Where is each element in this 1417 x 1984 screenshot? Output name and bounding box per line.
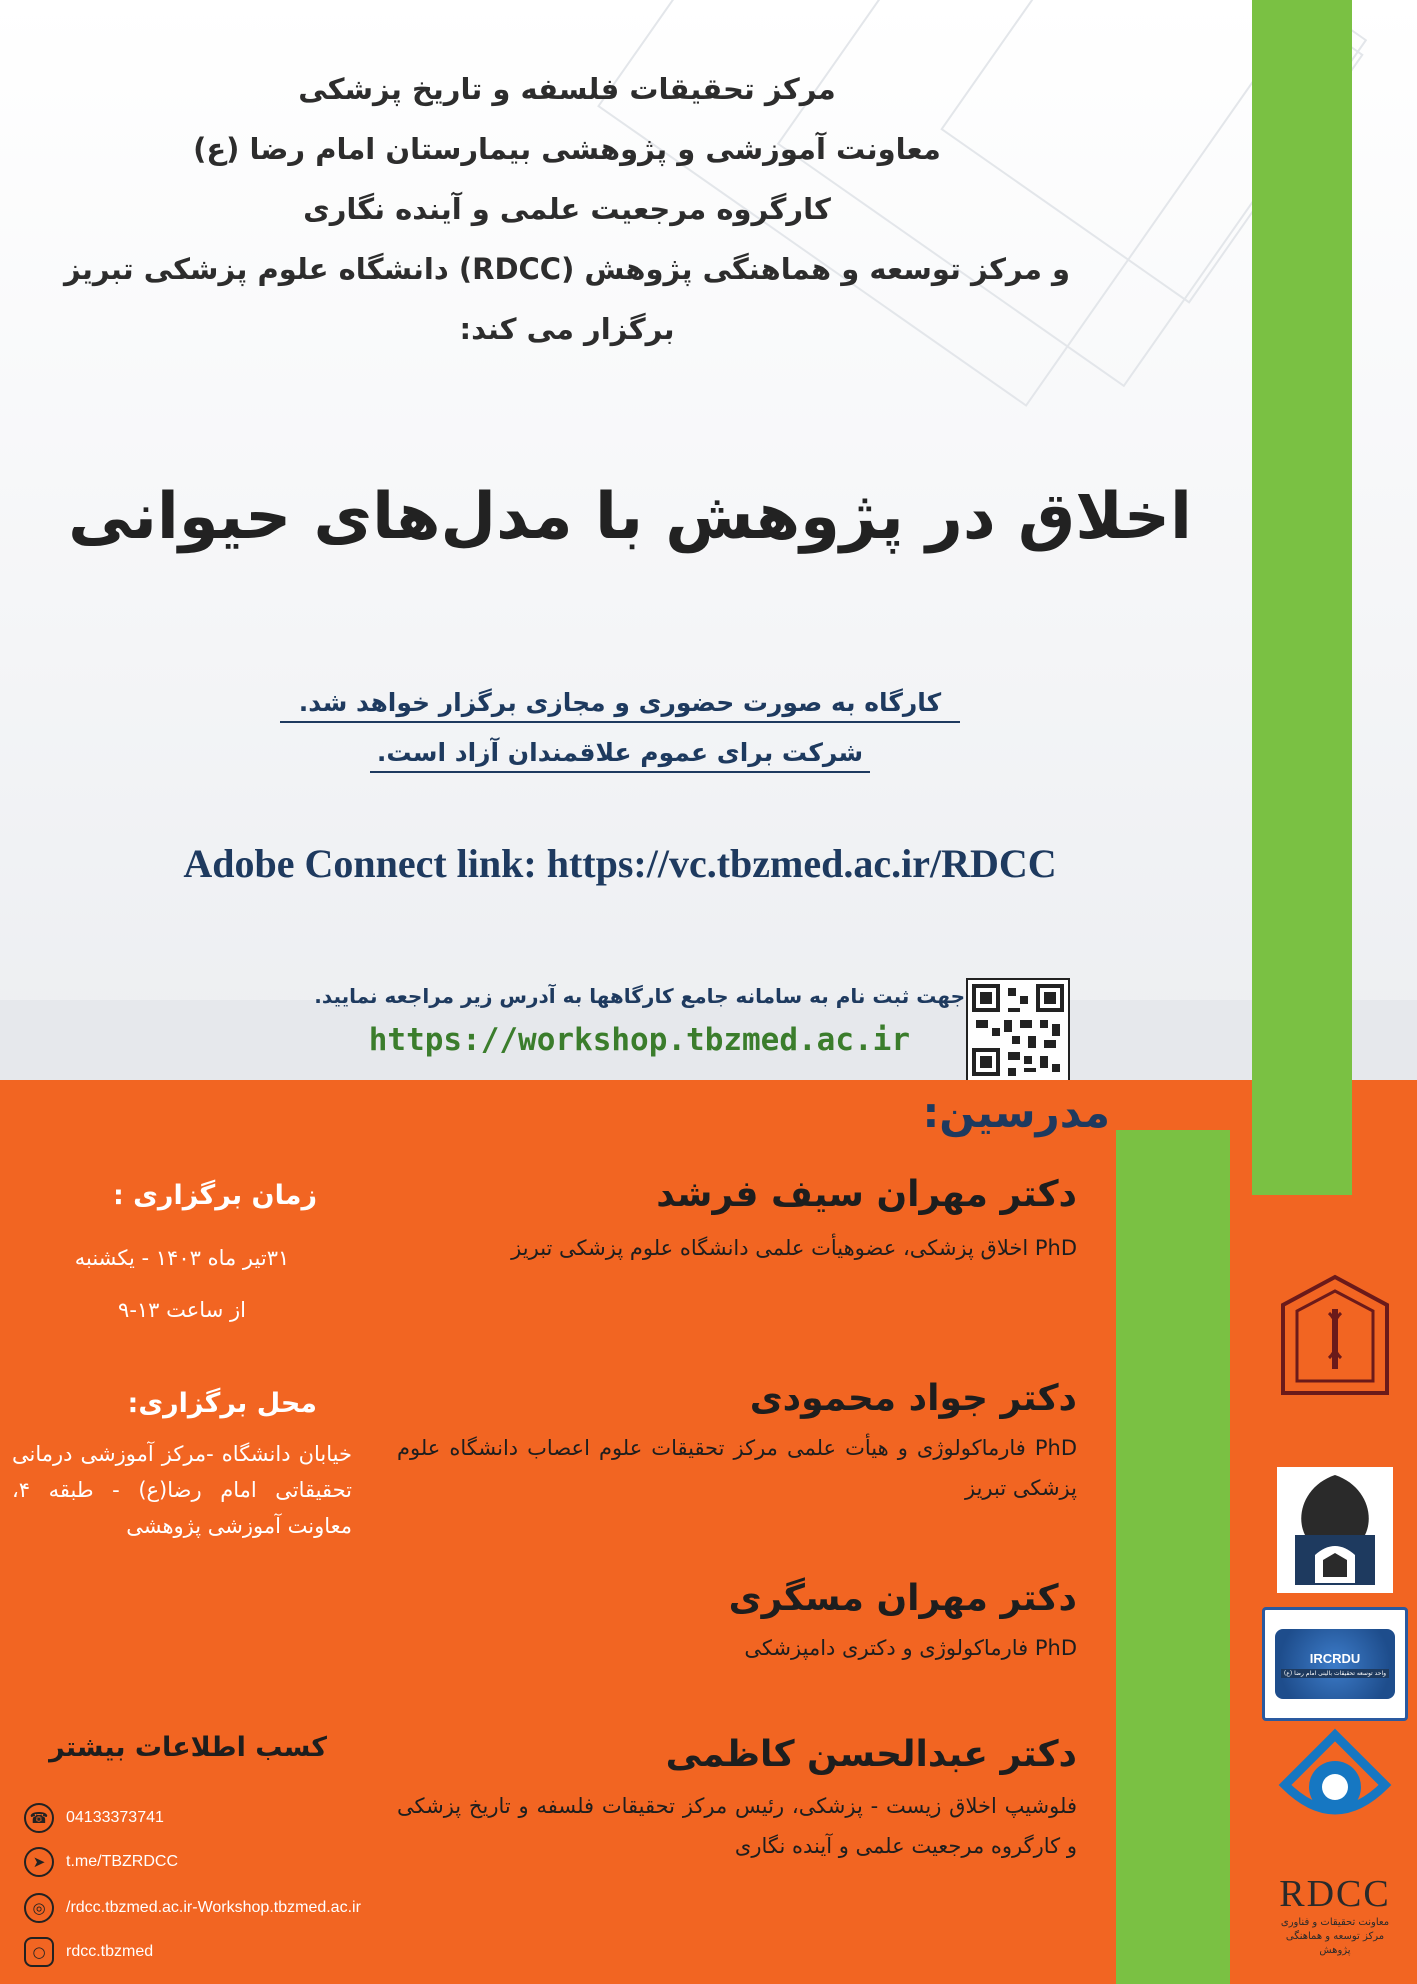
teachers-heading: مدرسین:	[922, 1088, 1110, 1137]
ircrdu-logo	[1262, 1605, 1408, 1723]
research-center-logo	[1262, 1460, 1408, 1600]
contact-telegram[interactable]	[24, 1844, 178, 1880]
teacher-3-desc: PhD فارماکولوژی و دکتری دامپزشکی	[744, 1636, 1077, 1660]
header-line-5: برگزار می کند:	[459, 312, 675, 346]
teacher-1-name: دکتر مهران سیف فرشد	[656, 1174, 1077, 1215]
contact-web[interactable]	[24, 1890, 361, 1926]
green-bar-middle	[1116, 1130, 1230, 1984]
time-hours: از ساعت ۱۳-۹	[118, 1298, 246, 1322]
teacher-2-desc: PhD فارماکولوژی و هیأت علمی مرکز تحقیقات علوم اعصاب دانشگاه علوم پزشکی تبریز	[397, 1436, 1077, 1500]
time-heading: زمان برگزاری :	[112, 1180, 317, 1211]
rdcc-logo-text: RDCC	[1279, 1873, 1391, 1915]
teacher-3-name: دکتر مهران مسگری	[728, 1578, 1077, 1619]
header-line-1: مرکز تحقیقات فلسفه و تاریخ پزشکی	[298, 72, 836, 106]
registration-text: جهت ثبت نام به سامانه جامع کارگاهها به آدرس زیر مراجعه نمایید.	[314, 984, 965, 1008]
telegram-icon: ➤	[24, 1847, 54, 1877]
telegram-text: t.me/TBZRDCC	[66, 1853, 178, 1870]
page-title: اخلاق در پژوهش با مدل‌های حیوانی	[68, 480, 1192, 554]
green-bar-right	[1252, 1080, 1352, 1195]
header-line-4: و مرکز توسعه و هماهنگی پژوهش (RDCC) دانشگاه علوم پزشکی تبریز	[63, 252, 1071, 286]
teacher-2-name: دکتر جواد محمودی	[749, 1378, 1077, 1419]
instagram-icon: ○	[24, 1937, 54, 1967]
ircrdu-logo-title: IRCRDU	[1309, 1650, 1361, 1666]
teacher-1-desc: PhD اخلاق پزشکی، عضوهیأت علمی دانشگاه علوم پزشکی تبریز	[511, 1236, 1077, 1260]
teacher-4-desc: فلوشیپ اخلاق زیست - پزشکی، رئیس مرکز تحقیقات فلسفه و تاریخ پزشکی و کارگروه مرجعیت علمی و آینده نگاری	[397, 1794, 1077, 1858]
header-line-3: کارگروه مرجعیت علمی و آینده نگاری	[303, 192, 831, 226]
phone-icon: ☎	[24, 1803, 54, 1833]
ircrdu-logo-subtitle: واحد توسعه تحقیقات بالینی امام رضا (ع)	[1281, 1669, 1389, 1678]
university-logo	[1262, 1270, 1408, 1400]
green-bar-top	[1252, 0, 1352, 1080]
registration-url[interactable]: https://workshop.tbzmed.ac.ir	[368, 1022, 910, 1058]
instagram-text: rdcc.tbzmed	[66, 1943, 154, 1960]
globe-icon: ◎	[24, 1893, 54, 1923]
rdcc-logo	[1262, 1860, 1408, 1970]
contact-heading: کسب اطلاعات بیشتر	[49, 1732, 327, 1763]
blue-emblem-logo	[1262, 1722, 1408, 1842]
contact-instagram[interactable]	[24, 1934, 153, 1970]
place-heading: محل برگزاری:	[127, 1388, 317, 1419]
adobe-connect-link[interactable]: Adobe Connect link: https://vc.tbzmed.ac.ir/RDCC	[183, 841, 1057, 886]
phone-text: 04133373741	[66, 1809, 164, 1826]
qr-code-icon[interactable]	[966, 978, 1070, 1082]
header-line-2: معاونت آموزشی و پژوهشی بیمارستان امام رضا (ع)	[193, 132, 941, 166]
subtitle-line-1: کارگاه به صورت حضوری و مجازی برگزار خواهد شد.	[280, 688, 960, 723]
subtitle-line-2: شرکت برای عموم علاقمندان آزاد است.	[370, 738, 870, 773]
time-date: ۳۱تیر ماه ۱۴۰۳ - یکشنبه	[74, 1246, 290, 1270]
contact-phone[interactable]	[24, 1800, 164, 1836]
teacher-4-name: دکتر عبدالحسن کاظمی	[665, 1734, 1077, 1775]
place-address: خیابان دانشگاه -مرکز آموزشی درمانی تحقیقاتی امام رضا(ع) - طبقه ۴، معاونت آموزشی پژوهشی	[12, 1442, 352, 1538]
rdcc-logo-subtitle: معاونت تحقیقات و فناوری مرکز توسعه و هماهنگی پژوهش	[1280, 1917, 1390, 1956]
web-text: /rdcc.tbzmed.ac.ir-Workshop.tbzmed.ac.ir	[66, 1899, 361, 1916]
